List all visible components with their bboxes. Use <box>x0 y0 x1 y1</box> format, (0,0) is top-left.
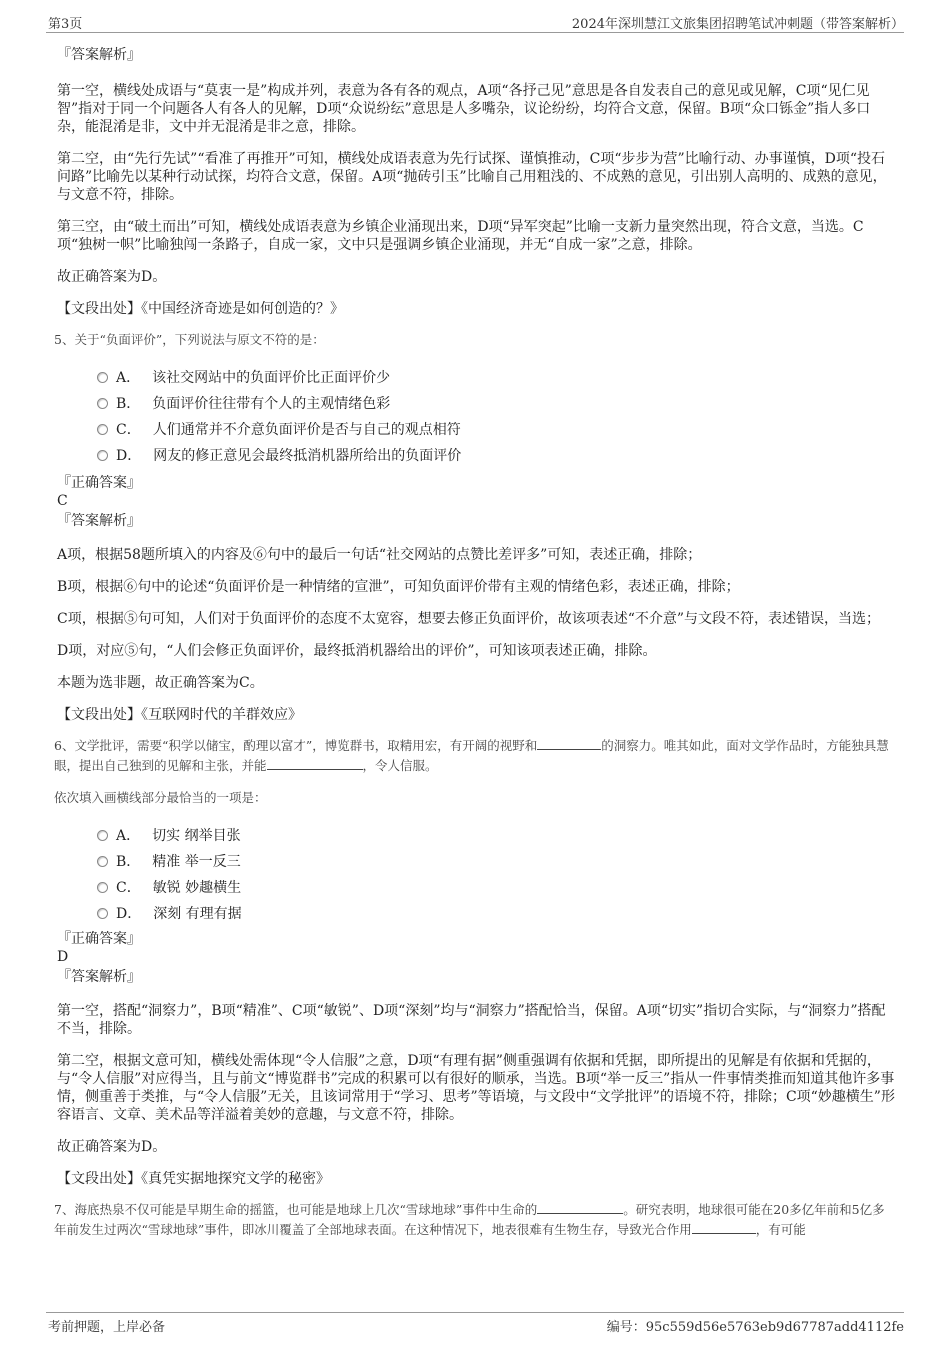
correct-answer-tag: 『正确答案』 <box>57 475 141 491</box>
correct-answer: D <box>57 949 69 965</box>
answer-options <box>97 822 895 926</box>
answer-conclusion: 故正确答案为D。 <box>57 269 167 285</box>
footer-slogan: 考前押题，上岸必备 <box>48 1320 166 1335</box>
analysis-paragraph: A项，根据58题所填入的内容及⑥句中的最后一句话“社交网站的点赞比差评多”可知，表述正确，排除； <box>57 547 702 563</box>
analysis-paragraph: 第三空，由“破土而出”可知，横线处成语表意为乡镇企业涌现出来，D项“异军突起”比喻一支新力量突然出现，符合文意，当选。C项“独树一帜”比喻独闯一条路子，自成一家，文中只是强调乡镇企业涌现，并无“自成一家”之意，排除。 <box>57 219 864 253</box>
analysis-paragraph: 第一空，横线处成语与“莫衷一是”构成并列，表意为各有各的观点，A项“各抒己见”意思是各自发表自己的意见或见解，C项“见仁见智”指对于同一个问题各人有各人的见解，D项“众说纷纭”意思是人多嘴杂，议论纷纷，均符合文意，保留。B项“众口铄金”指人多口杂，能混淆是非，文中并无混淆是非之意，排除。 <box>57 83 871 135</box>
question-stem: 6、文学批评，需要“积学以储宝，酌理以富才”，博览群书，取精用宏，有开阔的视野和 的洞察力。唯其如此，面对文学作品时，方能独具慧眼，提出自己独到的见解和主张，并能 ，令人信服。 <box>54 738 889 773</box>
answer-options <box>97 364 895 468</box>
correct-answer: C <box>57 493 68 509</box>
option-c[interactable]: C． 人们通常并不介意负面评价是否与自己的观点相符 <box>97 416 895 442</box>
question-prompt: 依次填入画横线部分最恰当的一项是： <box>54 790 267 805</box>
option-b[interactable]: B． 负面评价往往带有个人的主观情绪色彩 <box>97 390 895 416</box>
question-stem: 5、关于“负面评价”，下列说法与原文不符的是： <box>54 332 325 347</box>
analysis-paragraph: 第一空，搭配“洞察力”，B项“精准”、C项“敏锐”、D项“深刻”均与“洞察力”搭配恰当，保留。A项“切实”指切合实际，与“洞察力”搭配不当，排除。 <box>57 1003 886 1037</box>
option-a[interactable]: A． 该社交网站中的负面评价比正面评价少 <box>97 364 895 390</box>
document-title: 2024年深圳慧江文旅集团招聘笔试冲刺题（带答案解析） <box>571 17 904 32</box>
document-id: 编号：95c559d56e5763eb9d67787add4112fe <box>606 1320 904 1335</box>
option-a[interactable]: A． 切实 纲举目张 <box>97 822 895 848</box>
radio-icon[interactable] <box>97 882 108 893</box>
header-divider <box>46 32 904 33</box>
radio-icon[interactable] <box>97 856 108 867</box>
option-d[interactable]: D． 网友的修正意见会最终抵消机器所给出的负面评价 <box>97 442 895 468</box>
passage-source: 【文段出处】《互联网时代的羊群效应》 <box>57 707 302 723</box>
radio-icon[interactable] <box>97 830 108 841</box>
option-b[interactable]: B． 精准 举一反三 <box>97 848 895 874</box>
passage-source: 【文段出处】《真凭实据地探究文学的秘密》 <box>57 1171 330 1187</box>
option-d[interactable]: D． 深刻 有理有据 <box>97 900 895 926</box>
fill-blank <box>537 1202 623 1214</box>
fill-blank <box>692 1222 756 1234</box>
correct-answer-tag: 『正确答案』 <box>57 931 141 947</box>
answer-conclusion: 故正确答案为D。 <box>57 1139 167 1155</box>
answer-analysis-tag: 『答案解析』 <box>57 513 141 529</box>
option-c[interactable]: C． 敏锐 妙趣横生 <box>97 874 895 900</box>
answer-conclusion: 本题为选非题，故正确答案为C。 <box>57 675 264 691</box>
answer-analysis-tag: 『答案解析』 <box>57 47 141 63</box>
answer-analysis-tag: 『答案解析』 <box>57 969 141 985</box>
radio-icon[interactable] <box>97 908 108 919</box>
fill-blank <box>267 758 363 770</box>
page-header <box>0 0 950 34</box>
radio-icon[interactable] <box>97 372 108 383</box>
radio-icon[interactable] <box>97 398 108 409</box>
page-content <box>54 44 895 1240</box>
fill-blank <box>537 738 601 750</box>
analysis-paragraph: 第二空，由“先行先试”“看准了再推开”可知，横线处成语表意为先行试探、谨慎推动，C项“步步为营”比喻行动、办事谨慎，D项“投石问路”比喻先以某种行动试探，均符合文意，保留。A项“抛砖引玉”比喻自己用粗浅的、不成熟的意见，引出别人高明的、成熟的意见，与文意不符，排除。 <box>57 151 887 203</box>
page-number: 第3页 <box>48 17 83 32</box>
question-stem: 7、海底热泉不仅可能是早期生命的摇篮，也可能是地球上几次“雪球地球”事件中生命的 。研究表明，地球很可能在20多亿年前和5亿多年前发生过两次“雪球地球”事件，即冰川覆盖了全部地球表面。在这种情况下，地表很难有生物生存，导致光合作用 ，有可能 <box>54 1202 885 1237</box>
radio-icon[interactable] <box>97 424 108 435</box>
footer-divider <box>46 1312 904 1313</box>
analysis-paragraph: C项，根据⑤句可知，人们对于负面评价的态度不太宽容，想要去修正负面评价，故该项表述“不介意”与文段不符，表述错误，当选； <box>57 611 881 627</box>
page-footer <box>0 1312 950 1345</box>
analysis-paragraph: D项，对应⑤句，“人们会修正负面评价，最终抵消机器给出的评价”，可知该项表述正确，排除。 <box>57 643 657 659</box>
passage-source: 【文段出处】《中国经济奇迹是如何创造的？》 <box>57 301 344 317</box>
analysis-paragraph: 第二空，根据文意可知，横线处需体现“令人信服”之意，D项“有理有据”侧重强调有依据和凭据，即所提出的见解是有依据和凭据的，与“令人信服”对应得当，且与前文“博览群书”完成的积累可以有很好的顺承，当选。B项“举一反三”指从一件事情类推而知道其他许多事情，侧重善于类推，与“令人信服”无关，且该词常用于“学习、思考”等语境，与文段中“文学批评”的语境不符，排除；C项“妙趣横生”形容语言、文章、美术品等洋溢着美妙的意趣，与文意不符，排除。 <box>57 1053 895 1123</box>
radio-icon[interactable] <box>97 450 108 461</box>
analysis-paragraph: B项，根据⑥句中的论述“负面评价是一种情绪的宣泄”，可知负面评价带有主观的情绪色彩，表述正确，排除； <box>57 579 740 595</box>
